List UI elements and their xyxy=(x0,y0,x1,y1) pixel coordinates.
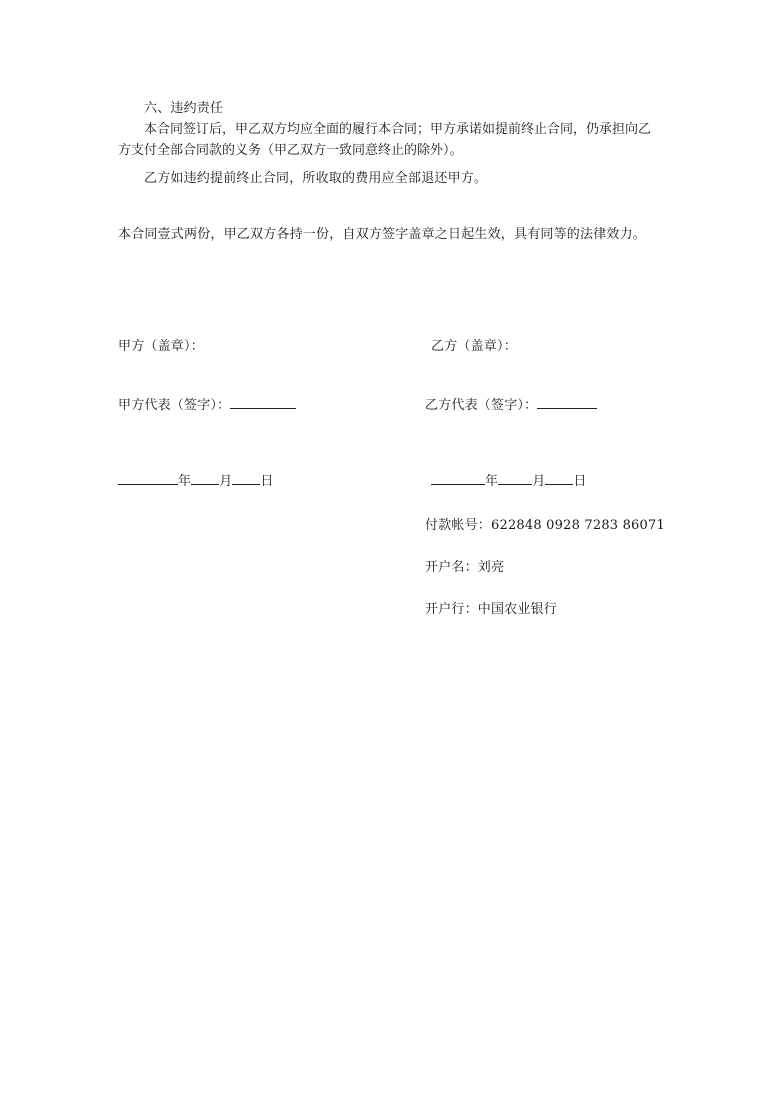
party-a-year-label: 年 xyxy=(178,474,192,489)
party-a-day-blank[interactable] xyxy=(232,472,260,485)
party-a-year-blank[interactable] xyxy=(118,472,178,485)
party-a-seal-label: 甲方（盖章）： xyxy=(118,339,204,354)
payment-account-holder: 开户名：刘亮 xyxy=(425,560,505,575)
party-b-day-blank[interactable] xyxy=(545,472,573,485)
party-b-rep-label: 乙方代表（签字）： xyxy=(425,398,538,413)
payment-bank: 开户行：中国农业银行 xyxy=(425,602,558,617)
payment-account: 付款帐号：622848 0928 7283 86071 xyxy=(425,518,665,533)
closing-paragraph: 本合同壹式两份，甲乙双方各持一份，自双方签字盖章之日起生效，具有同等的法律效力。 xyxy=(118,227,647,242)
party-a-day-label: 日 xyxy=(260,474,274,489)
party-a-date-line xyxy=(118,472,274,490)
party-b-day-label: 日 xyxy=(573,474,587,489)
party-b-rep-line xyxy=(425,396,597,414)
section-heading: 六、违约责任 xyxy=(144,101,224,116)
breach-paragraph-1: 本合同签订后，甲乙双方均应全面的履行本合同；甲方承诺如提前终止合同，仍承担向乙方支付全部合同款的义务（甲乙双方一致同意终止的除外）。 xyxy=(118,122,652,158)
party-a-month-label: 月 xyxy=(219,474,233,489)
party-a-rep-label: 甲方代表（签字）： xyxy=(118,398,231,413)
party-b-seal-label: 乙方（盖章）： xyxy=(431,339,517,354)
party-b-date-line xyxy=(431,472,587,490)
party-b-year-blank[interactable] xyxy=(431,472,485,485)
breach-paragraph-2: 乙方如违约提前终止合同，所收取的费用应全部退还甲方。 xyxy=(144,171,488,186)
party-b-month-blank[interactable] xyxy=(498,472,532,485)
party-b-signature-blank[interactable] xyxy=(537,396,597,409)
party-a-rep-line xyxy=(118,396,296,414)
party-b-year-label: 年 xyxy=(485,474,499,489)
party-a-month-blank[interactable] xyxy=(191,472,219,485)
party-a-signature-blank[interactable] xyxy=(230,396,296,409)
party-b-month-label: 月 xyxy=(532,474,546,489)
